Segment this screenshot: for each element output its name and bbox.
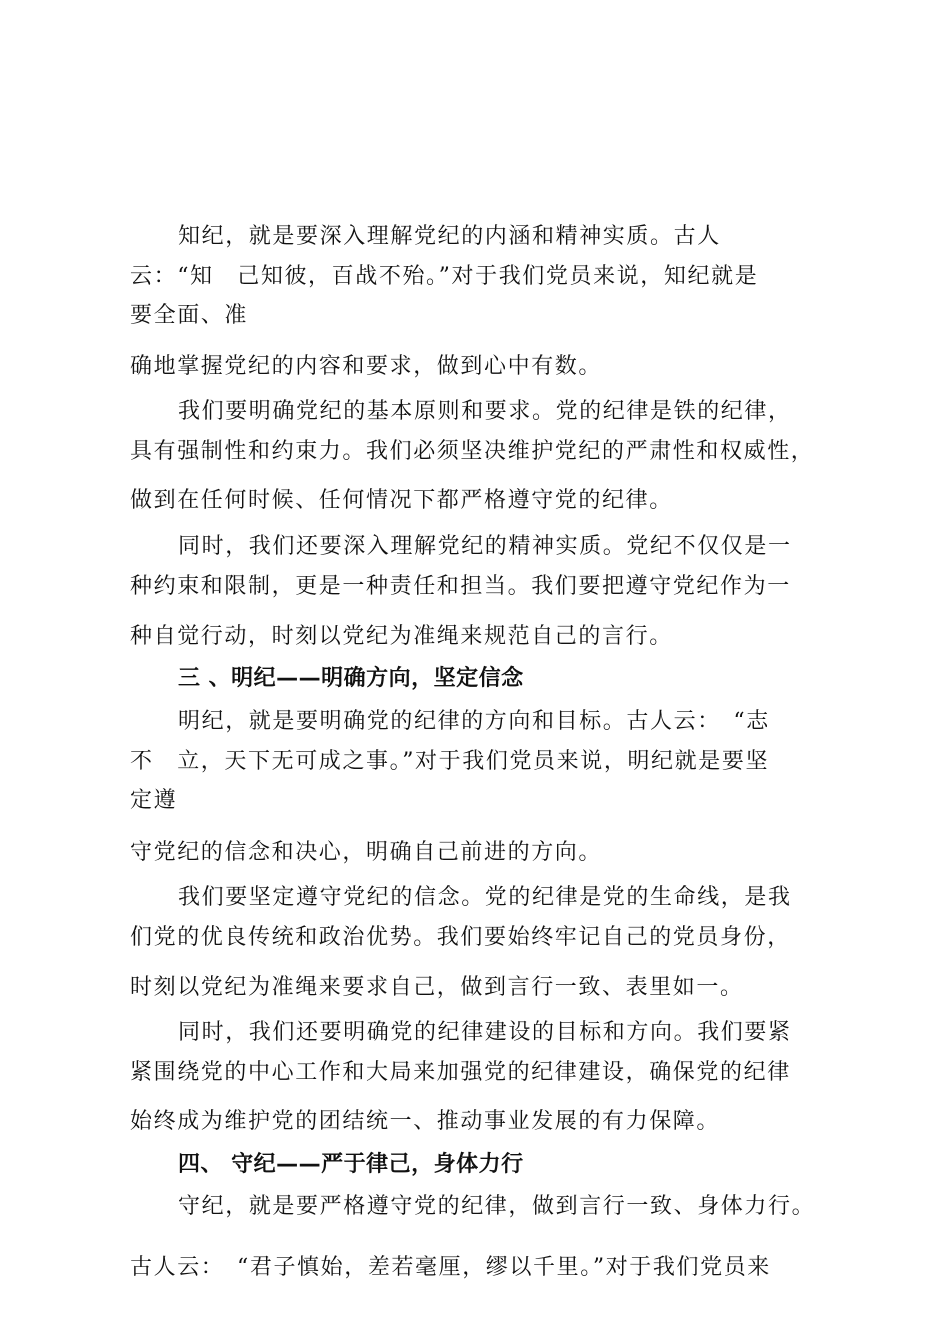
paragraph-line: 知纪，就是要深入理解党纪的内涵和精神实质。古人 [178,224,721,249]
section-heading: 三 、明纪——明确方向，坚定信念 [178,666,524,691]
paragraph-line: 我们要明确党纪的基本原则和要求。党的纪律是铁的纪律， [178,399,792,424]
section-heading: 四、 守纪——严于律己，身体力行 [178,1152,524,1177]
paragraph-line: 确地掌握党纪的内容和要求，做到心中有数。 [130,354,603,379]
paragraph-line: 具有强制性和约束力。我们必须坚决维护党纪的严肃性和权威性， [130,439,815,464]
paragraph-line: 做到在任何时候、任何情况下都严格遵守党的纪律。 [130,488,673,513]
paragraph-line: 我们要坚定遵守党纪的信念。党的纪律是党的生命线，是我 [178,885,792,910]
paragraph-line: 明纪，就是要明确党的纪律的方向和目标。古人云： “志 [178,709,770,734]
paragraph-line: 时刻以党纪为准绳来要求自己，做到言行一致、表里如一。 [130,975,744,1000]
paragraph-line: 们党的优良传统和政治优势。我们要始终牢记自己的党员身份， [130,925,791,950]
paragraph-line: 紧围绕党的中心工作和大局来加强党的纪律建设，确保党的纪律 [130,1060,791,1085]
paragraph-line: 同时，我们还要深入理解党纪的精神实质。党纪不仅仅是一 [178,534,792,559]
paragraph-line: 要全面、准 [130,303,249,328]
paragraph-line: 云：“知 己知彼，百战不殆。”对于我们党员来说，知纪就是 [130,264,759,289]
paragraph-line: 守党纪的信念和决心，明确自己前进的方向。 [130,840,603,865]
paragraph-line: 古人云： “君子慎始，差若毫厘，缪以千里。”对于我们党员来 [130,1255,771,1280]
paragraph-line: 定遵 [130,788,178,813]
paragraph-line: 同时，我们还要明确党的纪律建设的目标和方向。我们要紧 [178,1020,792,1045]
paragraph-line: 种约束和限制，更是一种责任和担当。我们要把遵守党纪作为一 [130,574,791,599]
paragraph-line: 守纪，就是要严格遵守党的纪律，做到言行一致、身体力行。 [178,1194,816,1219]
paragraph-line: 不 立，天下无可成之事。”对于我们党员来说，明纪就是要坚 [130,749,770,774]
paragraph-line: 始终成为维护党的团结统一、推动事业发展的有力保障。 [130,1109,721,1134]
paragraph-line: 种自觉行动，时刻以党纪为准绳来规范自己的言行。 [130,624,673,649]
